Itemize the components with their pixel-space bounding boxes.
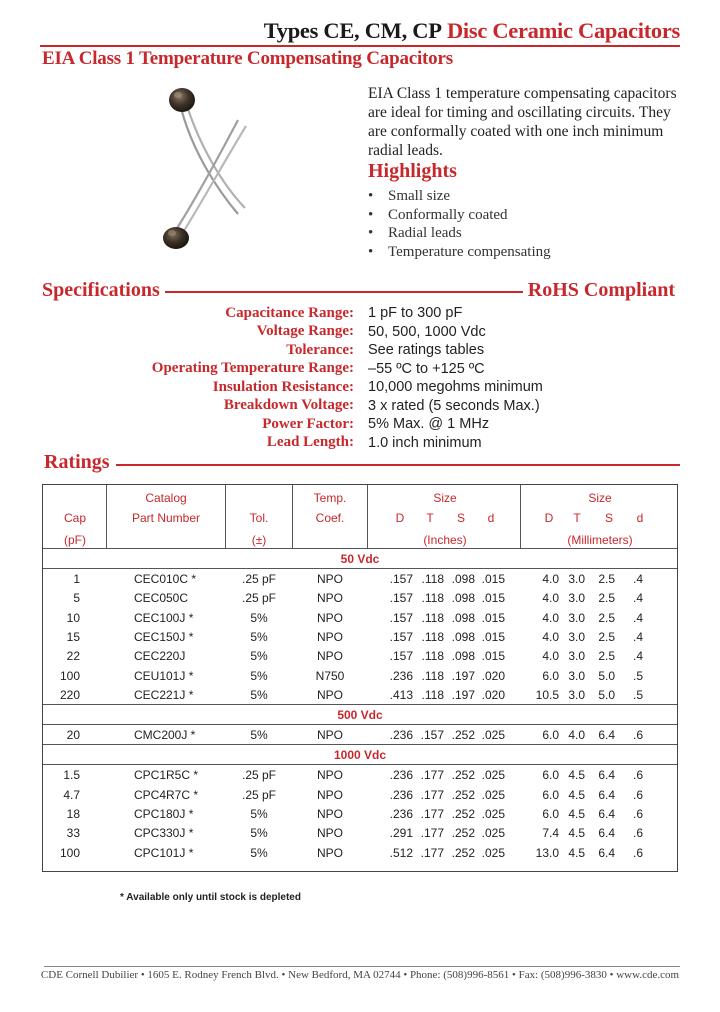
cell-size-in: .177	[420, 768, 444, 783]
cell-size-mm: 4.5	[568, 807, 585, 821]
header-dim-mm: D	[544, 511, 554, 525]
cell-cap: 18	[66, 807, 80, 821]
cell-size-mm: .6	[632, 728, 643, 743]
cell-size-in: .098	[451, 610, 475, 625]
cell-size-mm: 6.4	[598, 826, 615, 841]
spec-row	[60, 341, 543, 360]
cell-size-in: .236	[389, 787, 413, 802]
cell-tol: 5%	[250, 629, 268, 644]
cell-tol: 5%	[250, 826, 268, 841]
cell-size-mm: .4	[632, 591, 643, 606]
cell-cap: 10	[66, 610, 80, 625]
section-divider	[43, 724, 677, 725]
header-dim-in: S	[456, 511, 465, 525]
spec-row	[60, 378, 543, 397]
cell-tol: 5%	[250, 668, 268, 683]
cell-tol: 5%	[250, 649, 268, 664]
column-divider	[367, 485, 368, 548]
cell-size-mm: .6	[632, 845, 643, 860]
cell-size-in: .098	[451, 629, 475, 644]
cell-size-in: .098	[451, 572, 475, 586]
spec-row	[60, 434, 543, 453]
header-size-mm: Size	[588, 491, 612, 505]
cell-temp-coef: NPO	[316, 629, 343, 644]
cell-size-mm: 5.0	[598, 668, 615, 683]
cell-part-number: CMC200J *	[134, 728, 196, 743]
spec-value: –55 ºC to +125 ºC	[368, 360, 485, 377]
cell-size-in: .252	[451, 807, 475, 821]
cell-size-mm: 2.5	[598, 572, 615, 586]
cell-size-mm: 3.0	[568, 572, 585, 586]
cell-size-mm: 6.0	[542, 807, 559, 821]
cell-cap: 5	[73, 591, 80, 606]
cell-size-in: .252	[451, 826, 475, 841]
cell-size-mm: 13.0	[535, 845, 559, 860]
cell-size-in: .098	[451, 591, 475, 606]
cell-size-in: .020	[481, 668, 505, 683]
cell-size-in: .252	[451, 728, 475, 743]
bullet-icon: •	[368, 243, 374, 260]
header-catalog: Catalog	[145, 491, 187, 505]
cell-size-mm: 6.4	[598, 728, 615, 743]
header-tol-unit: (±)	[251, 533, 267, 547]
cell-size-mm: 2.5	[598, 649, 615, 664]
cell-size-mm: 3.0	[568, 649, 585, 664]
cell-size-mm: 6.4	[598, 807, 615, 821]
cell-size-mm: 7.4	[542, 826, 559, 841]
cell-temp-coef: NPO	[316, 610, 343, 625]
cell-size-in: .118	[421, 572, 444, 586]
cell-tol: 5%	[250, 687, 268, 702]
cell-size-mm: 6.0	[542, 728, 559, 743]
cell-size-mm: 6.0	[542, 787, 559, 802]
spec-label: Tolerance:	[286, 341, 354, 358]
specifications-heading: Specifications	[42, 279, 160, 301]
header-dim-mm: T	[573, 511, 581, 525]
cell-part-number: CEU101J *	[134, 668, 194, 683]
header-dim-in: d	[487, 511, 495, 525]
ratings-rule	[116, 464, 680, 466]
cell-size-in: .015	[481, 610, 505, 625]
cell-size-mm: 4.0	[542, 629, 559, 644]
footer-rule	[44, 966, 680, 967]
cell-size-mm: .5	[632, 668, 643, 683]
header-dim-in: D	[395, 511, 405, 525]
cell-temp-coef: NPO	[316, 591, 343, 606]
cell-size-mm: 5.0	[598, 687, 615, 702]
cell-size-mm: 6.4	[598, 845, 615, 860]
cell-size-mm: 6.4	[598, 768, 615, 783]
spec-label: Operating Temperature Range:	[151, 360, 354, 377]
rohs-label: RoHS Compliant	[527, 279, 675, 301]
cell-part-number: CPC101J *	[134, 845, 194, 860]
cell-size-in: .015	[481, 629, 505, 644]
cell-cap: 15	[66, 629, 80, 644]
voltage-section-header: 500 Vdc	[337, 708, 383, 723]
highlight-item: • Conformally coated	[368, 206, 508, 223]
spec-value: 3 x rated (5 seconds Max.)	[368, 397, 540, 414]
title-rule	[40, 45, 680, 47]
cell-cap: 20	[66, 728, 80, 743]
column-divider	[225, 485, 226, 548]
cell-size-in: .025	[481, 845, 505, 860]
cell-size-mm: 2.5	[598, 591, 615, 606]
cell-size-mm: .4	[632, 649, 643, 664]
section-divider	[43, 568, 677, 569]
cell-size-mm: .6	[632, 787, 643, 802]
section-divider	[43, 744, 677, 745]
cell-size-mm: 4.0	[542, 649, 559, 664]
cell-size-in: .118	[421, 591, 444, 606]
cell-cap: 100	[59, 668, 80, 683]
subtitle: EIA Class 1 Temperature Compensating Capacitors	[42, 48, 453, 69]
highlight-item: • Radial leads	[368, 225, 462, 242]
cell-temp-coef: N750	[315, 668, 345, 683]
spec-value: See ratings tables	[368, 342, 485, 359]
cell-size-mm: 4.0	[542, 572, 559, 586]
spec-row	[60, 360, 543, 379]
bullet-icon: •	[368, 225, 374, 242]
cell-size-in: .025	[481, 787, 505, 802]
cell-size-mm: .4	[632, 629, 643, 644]
cell-temp-coef: NPO	[316, 687, 343, 702]
cell-size-mm: 4.0	[542, 591, 559, 606]
cell-temp-coef: NPO	[316, 845, 343, 860]
cell-temp-coef: NPO	[316, 649, 343, 664]
cell-size-in: .197	[451, 687, 475, 702]
section-divider	[43, 704, 677, 705]
cell-size-mm: 3.0	[568, 591, 585, 606]
cell-size-in: .157	[389, 629, 413, 644]
cell-size-in: .512	[389, 845, 413, 860]
cell-tol: 5%	[250, 807, 268, 821]
spec-label: Lead Length:	[266, 434, 354, 451]
types-label: Types CE, CM, CP	[263, 18, 442, 43]
product-label: Disc Ceramic Capacitors	[446, 18, 680, 43]
cell-part-number: CPC330J *	[134, 826, 194, 841]
cell-size-in: .291	[389, 826, 413, 841]
header-part-number: Part Number	[131, 511, 201, 525]
cell-size-mm: 4.5	[568, 826, 585, 841]
spec-value: 10,000 megohms minimum	[368, 379, 543, 396]
header-size-inches: Size	[433, 491, 457, 505]
spec-label: Power Factor:	[262, 415, 354, 432]
cell-part-number: CPC180J *	[134, 807, 194, 821]
spec-value: 1.0 inch minimum	[368, 434, 482, 451]
cell-size-mm: 4.5	[568, 845, 585, 860]
cell-size-mm: .5	[632, 687, 643, 702]
cell-size-in: .252	[451, 787, 475, 802]
cell-part-number: CEC150J *	[134, 629, 194, 644]
cell-size-in: .236	[389, 668, 413, 683]
voltage-section-header: 1000 Vdc	[333, 748, 387, 763]
cell-size-mm: 6.4	[598, 787, 615, 802]
header-cap-unit: (pF)	[64, 533, 86, 547]
cell-cap: 33	[66, 826, 80, 841]
cell-temp-coef: NPO	[316, 826, 343, 841]
header-tol: Tol.	[249, 511, 269, 525]
column-divider	[292, 485, 293, 548]
cell-size-mm: 3.0	[568, 610, 585, 625]
cell-size-mm: 2.5	[598, 629, 615, 644]
footer-contact: CDE Cornell Dubilier • 1605 E. Rodney French Blvd. • New Bedford, MA 02744 • Phone: (508)996-8561 • Fax: (508)996-3830 • www.cde.com	[40, 969, 680, 981]
cell-part-number: CPC1R5C *	[134, 768, 199, 783]
cell-size-in: .025	[481, 807, 505, 821]
cell-size-in: .025	[481, 728, 505, 743]
header-mm: (Millimeters)	[567, 533, 633, 547]
cell-tol: 5%	[250, 728, 268, 743]
cell-temp-coef: NPO	[316, 768, 343, 783]
spec-label: Insulation Resistance:	[212, 378, 354, 395]
cell-size-mm: 3.0	[568, 629, 585, 644]
header-inches: (Inches)	[423, 533, 467, 547]
cell-size-in: .197	[451, 668, 475, 683]
column-divider	[106, 485, 107, 548]
voltage-section-header: 50 Vdc	[340, 552, 380, 566]
cell-part-number: CEC010C *	[134, 572, 197, 586]
cell-size-mm: 10.5	[535, 687, 559, 702]
cell-cap: 100	[59, 845, 80, 860]
cell-temp-coef: NPO	[316, 572, 343, 586]
cell-cap: 220	[59, 687, 80, 702]
spec-label: Capacitance Range:	[225, 304, 354, 321]
cell-size-in: .118	[421, 629, 444, 644]
header-dim-in: T	[426, 511, 434, 525]
spec-row	[60, 397, 543, 416]
cell-size-in: .252	[451, 768, 475, 783]
cell-cap: 1	[73, 572, 80, 586]
cell-temp-coef: NPO	[316, 787, 343, 802]
intro-paragraph: EIA Class 1 temperature compensating capacitors are ideal for timing and oscillating circuits. They are conformally coated with one inch minimum radial leads.	[368, 85, 677, 159]
cell-size-mm: 4.5	[568, 787, 585, 802]
cell-size-in: .118	[421, 610, 444, 625]
cell-cap: 4.7	[63, 787, 80, 802]
cell-size-in: .015	[481, 649, 505, 664]
cell-size-in: .157	[389, 649, 413, 664]
cell-size-mm: 3.0	[568, 687, 585, 702]
cell-size-in: .157	[389, 591, 413, 606]
cell-size-in: .236	[389, 768, 413, 783]
highlight-item: • Temperature compensating	[368, 243, 551, 260]
cell-tol: 5%	[250, 610, 268, 625]
highlights-list	[368, 187, 551, 261]
cell-size-in: .177	[420, 807, 444, 821]
footnote: * Available only until stock is depleted	[120, 892, 301, 903]
cell-size-mm: .6	[632, 826, 643, 841]
cell-cap: 22	[66, 649, 80, 664]
cell-size-in: .020	[481, 687, 505, 702]
bullet-icon: •	[368, 206, 374, 223]
cell-cap: 1.5	[63, 768, 80, 783]
header-cap: Cap	[63, 511, 86, 525]
cell-part-number: CPC4R7C *	[134, 787, 199, 802]
header-coef: Coef.	[315, 511, 345, 525]
page-title	[0, 18, 680, 44]
spec-label: Voltage Range:	[256, 323, 354, 340]
cell-size-in: .413	[389, 687, 413, 702]
ratings-heading: Ratings	[44, 451, 110, 473]
cell-size-in: .157	[420, 728, 444, 743]
highlight-item: • Small size	[368, 188, 451, 204]
spec-value: 50, 500, 1000 Vdc	[368, 323, 486, 340]
bullet-icon: •	[368, 188, 374, 204]
cell-tol: .25 pF	[241, 768, 277, 783]
cell-tol: .25 pF	[241, 591, 277, 606]
cell-tol: 5%	[250, 845, 268, 860]
cell-size-in: .118	[421, 687, 444, 702]
header-temp: Temp.	[313, 491, 347, 505]
cell-size-in: .118	[421, 668, 444, 683]
highlights-heading: Highlights	[368, 160, 457, 182]
cell-size-mm: 2.5	[598, 610, 615, 625]
upper-capacitor	[169, 88, 245, 214]
cell-size-in: .025	[481, 826, 505, 841]
cell-temp-coef: NPO	[316, 807, 343, 821]
spec-row	[60, 304, 543, 323]
cell-size-mm: 4.0	[542, 610, 559, 625]
cell-tol: .25 pF	[241, 787, 277, 802]
capacitor-photo	[140, 80, 360, 275]
cell-size-in: .252	[451, 845, 475, 860]
specifications-table	[60, 304, 543, 452]
spec-row	[60, 415, 543, 434]
cell-size-in: .098	[451, 649, 475, 664]
cell-size-in: .025	[481, 768, 505, 783]
cell-part-number: CEC220J	[134, 649, 186, 664]
section-divider	[43, 764, 677, 765]
cell-part-number: CEC050C	[134, 591, 189, 606]
cell-size-mm: 4.0	[568, 728, 585, 743]
cell-size-in: .236	[389, 728, 413, 743]
header-dim-mm: d	[636, 511, 644, 525]
spec-value: 5% Max. @ 1 MHz	[368, 416, 490, 433]
cell-size-in: .118	[421, 649, 444, 664]
cell-size-in: .177	[420, 826, 444, 841]
cell-size-mm: 6.0	[542, 768, 559, 783]
cell-size-mm: 4.5	[568, 768, 585, 783]
ratings-table	[42, 484, 678, 872]
cell-size-mm: .6	[632, 807, 643, 821]
spec-row	[60, 323, 543, 342]
cell-size-in: .157	[389, 572, 413, 586]
cell-size-in: .015	[481, 591, 505, 606]
spec-label: Breakdown Voltage:	[223, 397, 354, 414]
cell-size-mm: 6.0	[542, 668, 559, 683]
cell-size-in: .177	[420, 787, 444, 802]
cell-temp-coef: NPO	[316, 728, 343, 743]
lower-capacitor	[163, 120, 246, 249]
spec-value: 1 pF to 300 pF	[368, 305, 463, 322]
header-divider	[43, 548, 677, 549]
cell-part-number: CEC100J *	[134, 610, 194, 625]
cell-size-in: .177	[420, 845, 444, 860]
header-dim-mm: S	[604, 511, 613, 525]
cell-size-in: .015	[481, 572, 505, 586]
cell-part-number: CEC221J *	[134, 687, 194, 702]
column-divider	[520, 485, 521, 548]
cell-size-in: .157	[389, 610, 413, 625]
cell-tol: .25 pF	[241, 572, 277, 586]
cell-size-mm: .4	[632, 572, 643, 586]
cell-size-mm: 3.0	[568, 668, 585, 683]
cell-size-in: .236	[389, 807, 413, 821]
cell-size-mm: .4	[632, 610, 643, 625]
cell-size-mm: .6	[632, 768, 643, 783]
